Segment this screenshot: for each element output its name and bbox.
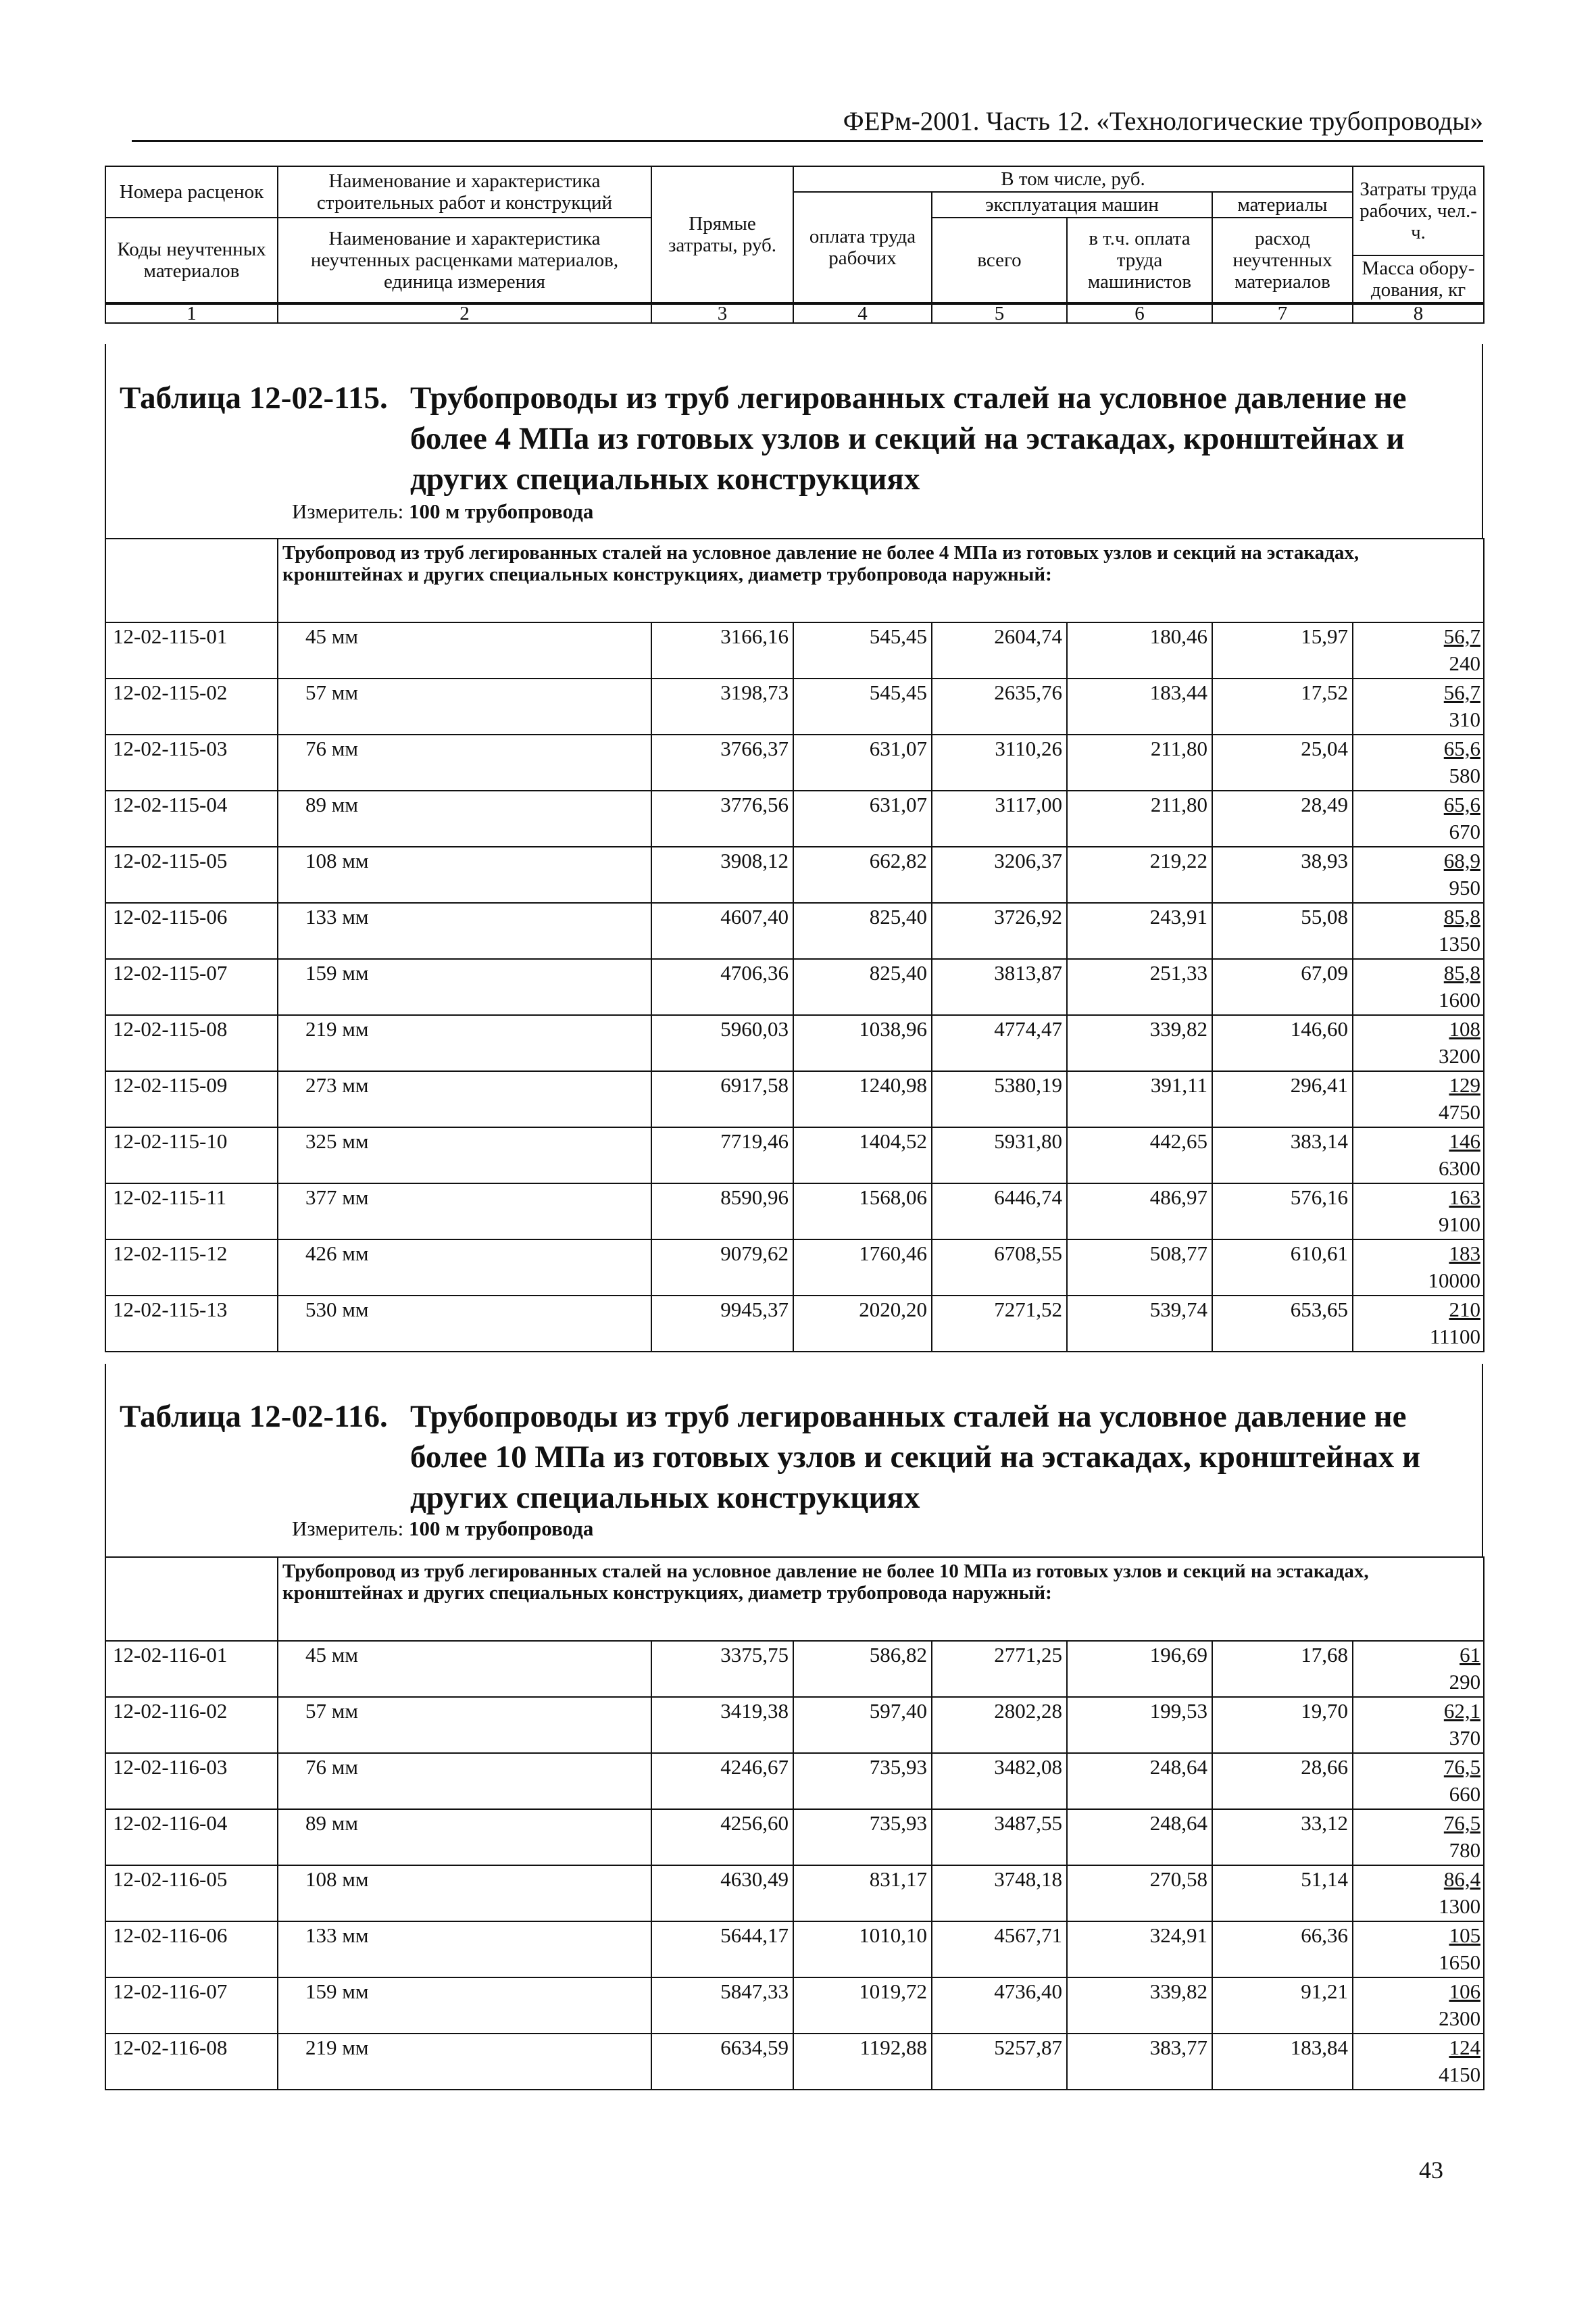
materials: 66,36 [1212,1921,1353,1977]
table-row [105,2034,1484,2090]
table115-title-area [105,344,1483,538]
table-row [105,903,1484,959]
machines-total: 3482,08 [932,1753,1067,1809]
direct-costs: 3776,56 [651,791,793,847]
header-equip-mass: Масса обору-дования, кг [1353,255,1484,303]
labor-hours-and-mass [1353,847,1484,903]
labor-hours-and-mass [1353,791,1484,847]
materials: 653,65 [1212,1296,1353,1352]
machines-labor: 442,65 [1067,1127,1212,1183]
labor-pay: 1404,52 [793,1127,932,1183]
equipment-mass: 11100 [1429,1325,1481,1348]
pipe-diameter: 219 мм [278,2034,651,2090]
equipment-mass: 3200 [1439,1044,1481,1068]
labor-hours: 76,5 [1443,1811,1481,1835]
rate-code: 12-02-115-09 [105,1071,278,1127]
labor-hours-and-mass [1353,1239,1484,1296]
pipe-diameter: 530 мм [278,1296,651,1352]
machines-labor: 243,91 [1067,903,1212,959]
labor-hours: 210 [1449,1298,1481,1321]
machines-total: 6708,55 [932,1239,1067,1296]
labor-hours-and-mass [1353,1865,1484,1921]
labor-hours-and-mass [1353,679,1484,735]
labor-hours: 76,5 [1443,1755,1481,1779]
labor-hours-and-mass [1353,1697,1484,1753]
labor-pay: 586,82 [793,1641,932,1697]
equipment-mass: 1350 [1439,932,1481,956]
labor-hours: 65,6 [1443,793,1481,816]
equipment-mass: 240 [1449,651,1481,675]
labor-hours-and-mass [1353,1183,1484,1239]
machines-total: 6446,74 [932,1183,1067,1239]
labor-pay: 545,45 [793,679,932,735]
labor-hours-and-mass [1353,1296,1484,1352]
col-number: 1 [105,304,278,323]
rate-code: 12-02-116-01 [105,1641,278,1697]
machines-labor: 219,22 [1067,847,1212,903]
labor-hours: 105 [1449,1923,1481,1947]
labor-pay: 735,93 [793,1753,932,1809]
header-materials: материалы [1212,192,1353,218]
header-machines: эксплуатация машин [932,192,1212,218]
table-row [105,1641,1484,1697]
machines-labor: 391,11 [1067,1071,1212,1127]
pipe-diameter: 273 мм [278,1071,651,1127]
equipment-mass: 9100 [1439,1212,1481,1236]
direct-costs: 3766,37 [651,735,793,791]
table116-intro: Трубопровод из труб легированных сталей на условное давление не более 10 МПа из готовых узлов и секций на эстакадах, кронштейнах и других специальных конструкциях, диаметр трубопровода наружный: [278,1557,1484,1641]
rate-code: 12-02-116-06 [105,1921,278,1977]
equipment-mass: 660 [1449,1782,1481,1806]
equipment-mass: 1600 [1439,988,1481,1012]
page-header: ФЕРм-2001. Часть 12. «Технологические трубопроводы» [132,107,1483,142]
labor-pay: 2020,20 [793,1296,932,1352]
labor-hours-and-mass [1353,1921,1484,1977]
rate-code: 12-02-116-07 [105,1977,278,2034]
materials: 19,70 [1212,1697,1353,1753]
materials: 17,52 [1212,679,1353,735]
labor-pay: 1010,10 [793,1921,932,1977]
materials: 28,66 [1212,1753,1353,1809]
table-row [105,1753,1484,1809]
labor-hours: 146 [1449,1129,1481,1153]
header-material-names: Наименование и характеристика неучтенных расценками материалов, единица измерения [278,218,651,303]
equipment-mass: 370 [1449,1726,1481,1750]
equipment-mass: 310 [1449,708,1481,731]
column-header-block [105,166,1483,324]
labor-pay: 1019,72 [793,1977,932,2034]
table116-title-area [105,1364,1483,1556]
materials: 51,14 [1212,1865,1353,1921]
labor-hours: 56,7 [1443,624,1481,648]
pipe-diameter: 108 мм [278,1865,651,1921]
table116-title-text: Трубопроводы из труб легированных сталей на условное давление не более 10 МПа из готовых узлов и секций на эстакадах, кронштейнах и других специальных конструкциях [410,1399,1421,1515]
rate-code: 12-02-115-04 [105,791,278,847]
equipment-mass: 950 [1449,876,1481,900]
materials: 38,93 [1212,847,1353,903]
labor-pay: 1038,96 [793,1015,932,1071]
machines-labor: 339,82 [1067,1015,1212,1071]
col-number: 8 [1353,304,1484,323]
table-row [105,1183,1484,1239]
rate-code: 12-02-116-03 [105,1753,278,1809]
table116-label: Таблица 12-02-116. [120,1399,388,1434]
table115-intro: Трубопровод из труб легированных сталей на условное давление не более 4 МПа из готовых узлов и секций на эстакадах, кронштейнах и других специальных конструкциях, диаметр трубопровода наружный: [278,539,1484,622]
pipe-diameter: 133 мм [278,903,651,959]
direct-costs: 4706,36 [651,959,793,1015]
direct-costs: 5960,03 [651,1015,793,1071]
labor-hours-and-mass [1353,1977,1484,2034]
pipe-diameter: 76 мм [278,735,651,791]
labor-pay: 631,07 [793,791,932,847]
machines-total: 5931,80 [932,1127,1067,1183]
rate-code: 12-02-115-11 [105,1183,278,1239]
materials: 183,84 [1212,2034,1353,2090]
table-row [105,847,1484,903]
table-row [105,1071,1484,1127]
direct-costs: 3166,16 [651,622,793,679]
machines-labor: 180,46 [1067,622,1212,679]
table115-label: Таблица 12-02-115. [120,380,388,416]
table-row [105,735,1484,791]
labor-hours: 129 [1449,1073,1481,1097]
pipe-diameter: 159 мм [278,1977,651,2034]
materials: 383,14 [1212,1127,1353,1183]
equipment-mass: 290 [1449,1670,1481,1694]
col-number: 7 [1212,304,1353,323]
table-row [105,1015,1484,1071]
rate-code: 12-02-116-05 [105,1865,278,1921]
direct-costs: 9079,62 [651,1239,793,1296]
table-row [105,1865,1484,1921]
equipment-mass: 10000 [1428,1269,1481,1292]
machines-total: 2635,76 [932,679,1067,735]
labor-hours-and-mass [1353,735,1484,791]
labor-hours-and-mass [1353,1071,1484,1127]
pipe-diameter: 57 мм [278,679,651,735]
machines-labor: 199,53 [1067,1697,1212,1753]
header-machines-total: всего [932,218,1067,303]
labor-hours: 163 [1449,1185,1481,1209]
pipe-diameter: 133 мм [278,1921,651,1977]
table-row [105,1809,1484,1865]
table115-grid [105,538,1485,1352]
table-row [105,959,1484,1015]
machines-total: 3110,26 [932,735,1067,791]
machines-labor: 211,80 [1067,735,1212,791]
machines-total: 2604,74 [932,622,1067,679]
labor-hours-and-mass [1353,959,1484,1015]
labor-pay: 1568,06 [793,1183,932,1239]
rate-code: 12-02-115-05 [105,847,278,903]
header-work-name: Наименование и характеристика строительных работ и конструкций [278,166,651,218]
table115-title-text: Трубопроводы из труб легированных сталей на условное давление не более 4 МПа из готовых узлов и секций на эстакадах, кронштейнах и других специальных конструкциях [410,380,1407,497]
table-row [105,679,1484,735]
labor-hours: 61 [1460,1643,1481,1667]
table115 [105,538,1483,1352]
direct-costs: 3198,73 [651,679,793,735]
rate-code: 12-02-116-08 [105,2034,278,2090]
equipment-mass: 4150 [1439,2063,1481,2086]
materials: 28,49 [1212,791,1353,847]
direct-costs: 4246,67 [651,1753,793,1809]
direct-costs: 4607,40 [651,903,793,959]
machines-total: 4567,71 [932,1921,1067,1977]
page-number: 43 [1419,2157,1443,2184]
direct-costs: 7719,46 [651,1127,793,1183]
labor-hours: 85,8 [1443,961,1481,985]
machines-labor: 248,64 [1067,1809,1212,1865]
table-row [105,1697,1484,1753]
table-row [105,1296,1484,1352]
labor-hours: 86,4 [1443,1867,1481,1891]
materials: 25,04 [1212,735,1353,791]
pipe-diameter: 159 мм [278,959,651,1015]
machines-total: 4736,40 [932,1977,1067,2034]
labor-hours: 56,7 [1443,681,1481,704]
table116-meter: Измеритель: 100 м трубопровода [292,1517,594,1540]
direct-costs: 5847,33 [651,1977,793,2034]
header-labor-pay: оплата труда рабочих [793,192,932,303]
direct-costs: 3375,75 [651,1641,793,1697]
labor-pay: 545,45 [793,622,932,679]
labor-pay: 662,82 [793,847,932,903]
direct-costs: 4630,49 [651,1865,793,1921]
labor-pay: 597,40 [793,1697,932,1753]
machines-labor: 270,58 [1067,1865,1212,1921]
machines-total: 4774,47 [932,1015,1067,1071]
equipment-mass: 1650 [1439,1950,1481,1974]
labor-hours: 108 [1449,1017,1481,1041]
rate-code: 12-02-115-06 [105,903,278,959]
table-row [105,1127,1484,1183]
machines-total: 3813,87 [932,959,1067,1015]
labor-hours-and-mass [1353,903,1484,959]
materials: 91,21 [1212,1977,1353,2034]
rate-code: 12-02-115-08 [105,1015,278,1071]
pipe-diameter: 45 мм [278,622,651,679]
pipe-diameter: 45 мм [278,1641,651,1697]
column-header-table [105,166,1485,303]
header-machines-labor: в т.ч. оплата труда машинистов [1067,218,1212,303]
direct-costs: 3908,12 [651,847,793,903]
materials: 610,61 [1212,1239,1353,1296]
machines-total: 2802,28 [932,1697,1067,1753]
rate-code: 12-02-116-02 [105,1697,278,1753]
machines-total: 5380,19 [932,1071,1067,1127]
labor-hours: 68,9 [1443,849,1481,872]
labor-hours-and-mass [1353,2034,1484,2090]
labor-hours-and-mass [1353,1641,1484,1697]
machines-total: 3748,18 [932,1865,1067,1921]
labor-hours-and-mass [1353,1015,1484,1071]
column-numbers-row [105,303,1485,324]
machines-labor: 383,77 [1067,2034,1212,2090]
rate-code: 12-02-115-03 [105,735,278,791]
col-number: 4 [793,304,932,323]
labor-hours: 85,8 [1443,905,1481,929]
pipe-diameter: 89 мм [278,1809,651,1865]
labor-hours: 65,6 [1443,737,1481,760]
machines-labor: 539,74 [1067,1296,1212,1352]
machines-total: 3117,00 [932,791,1067,847]
rate-code: 12-02-115-02 [105,679,278,735]
pipe-diameter: 426 мм [278,1239,651,1296]
labor-pay: 631,07 [793,735,932,791]
materials: 55,08 [1212,903,1353,959]
machines-labor: 508,77 [1067,1239,1212,1296]
equipment-mass: 4750 [1439,1100,1481,1124]
pipe-diameter: 57 мм [278,1697,651,1753]
rate-code: 12-02-115-13 [105,1296,278,1352]
pipe-diameter: 108 мм [278,847,651,903]
equipment-mass: 670 [1449,820,1481,843]
labor-pay: 1760,46 [793,1239,932,1296]
pipe-diameter: 377 мм [278,1183,651,1239]
machines-total: 3487,55 [932,1809,1067,1865]
equipment-mass: 580 [1449,764,1481,787]
labor-hours: 106 [1449,1979,1481,2003]
machines-total: 2771,25 [932,1641,1067,1697]
labor-pay: 1192,88 [793,2034,932,2090]
labor-pay: 825,40 [793,959,932,1015]
materials: 67,09 [1212,959,1353,1015]
machines-labor: 196,69 [1067,1641,1212,1697]
labor-pay: 1240,98 [793,1071,932,1127]
materials: 15,97 [1212,622,1353,679]
direct-costs: 9945,37 [651,1296,793,1352]
machines-labor: 339,82 [1067,1977,1212,2034]
col-number: 3 [651,304,793,323]
col-number: 6 [1067,304,1212,323]
header-rate-numbers: Номера расценок [105,166,278,218]
pipe-diameter: 219 мм [278,1015,651,1071]
col-number: 2 [278,304,651,323]
pipe-diameter: 76 мм [278,1753,651,1809]
table-row [105,622,1484,679]
labor-hours-and-mass [1353,1809,1484,1865]
labor-hours: 124 [1449,2036,1481,2059]
labor-hours-and-mass [1353,1127,1484,1183]
header-materials-sub: расход неучтенных материалов [1212,218,1353,303]
table116 [105,1556,1483,2090]
direct-costs: 8590,96 [651,1183,793,1239]
labor-pay: 735,93 [793,1809,932,1865]
labor-hours-and-mass [1353,1753,1484,1809]
table-row [105,1921,1484,1977]
equipment-mass: 6300 [1439,1156,1481,1180]
machines-labor: 183,44 [1067,679,1212,735]
labor-hours-and-mass [1353,622,1484,679]
equipment-mass: 2300 [1439,2007,1481,2030]
labor-hours: 62,1 [1443,1699,1481,1723]
materials: 296,41 [1212,1071,1353,1127]
rate-code: 12-02-115-10 [105,1127,278,1183]
header-in-total: В том числе, руб. [793,166,1353,192]
labor-pay: 825,40 [793,903,932,959]
pipe-diameter: 325 мм [278,1127,651,1183]
direct-costs: 3419,38 [651,1697,793,1753]
rate-code: 12-02-115-01 [105,622,278,679]
header-direct-costs: Прямые затраты, руб. [651,166,793,303]
machines-labor: 324,91 [1067,1921,1212,1977]
materials: 33,12 [1212,1809,1353,1865]
table-row [105,1239,1484,1296]
machines-total: 5257,87 [932,2034,1067,2090]
equipment-mass: 1300 [1439,1894,1481,1918]
header-labor-cost: Затраты труда рабочих, чел.-ч. [1353,166,1484,255]
rate-code: 12-02-116-04 [105,1809,278,1865]
direct-costs: 4256,60 [651,1809,793,1865]
machines-total: 3726,92 [932,903,1067,959]
machines-labor: 486,97 [1067,1183,1212,1239]
materials: 146,60 [1212,1015,1353,1071]
header-material-codes: Коды неучтенных материалов [105,218,278,303]
machines-total: 7271,52 [932,1296,1067,1352]
table-row [105,1977,1484,2034]
labor-hours: 183 [1449,1241,1481,1265]
machines-total: 3206,37 [932,847,1067,903]
direct-costs: 5644,17 [651,1921,793,1977]
machines-labor: 251,33 [1067,959,1212,1015]
labor-pay: 831,17 [793,1865,932,1921]
table-row [105,791,1484,847]
machines-labor: 211,80 [1067,791,1212,847]
machines-labor: 248,64 [1067,1753,1212,1809]
table116-grid [105,1556,1485,2090]
direct-costs: 6634,59 [651,2034,793,2090]
materials: 576,16 [1212,1183,1353,1239]
col-number: 5 [932,304,1067,323]
rate-code: 12-02-115-07 [105,959,278,1015]
rate-code: 12-02-115-12 [105,1239,278,1296]
equipment-mass: 780 [1449,1838,1481,1862]
pipe-diameter: 89 мм [278,791,651,847]
materials: 17,68 [1212,1641,1353,1697]
direct-costs: 6917,58 [651,1071,793,1127]
table115-meter: Измеритель: 100 м трубопровода [292,499,594,523]
